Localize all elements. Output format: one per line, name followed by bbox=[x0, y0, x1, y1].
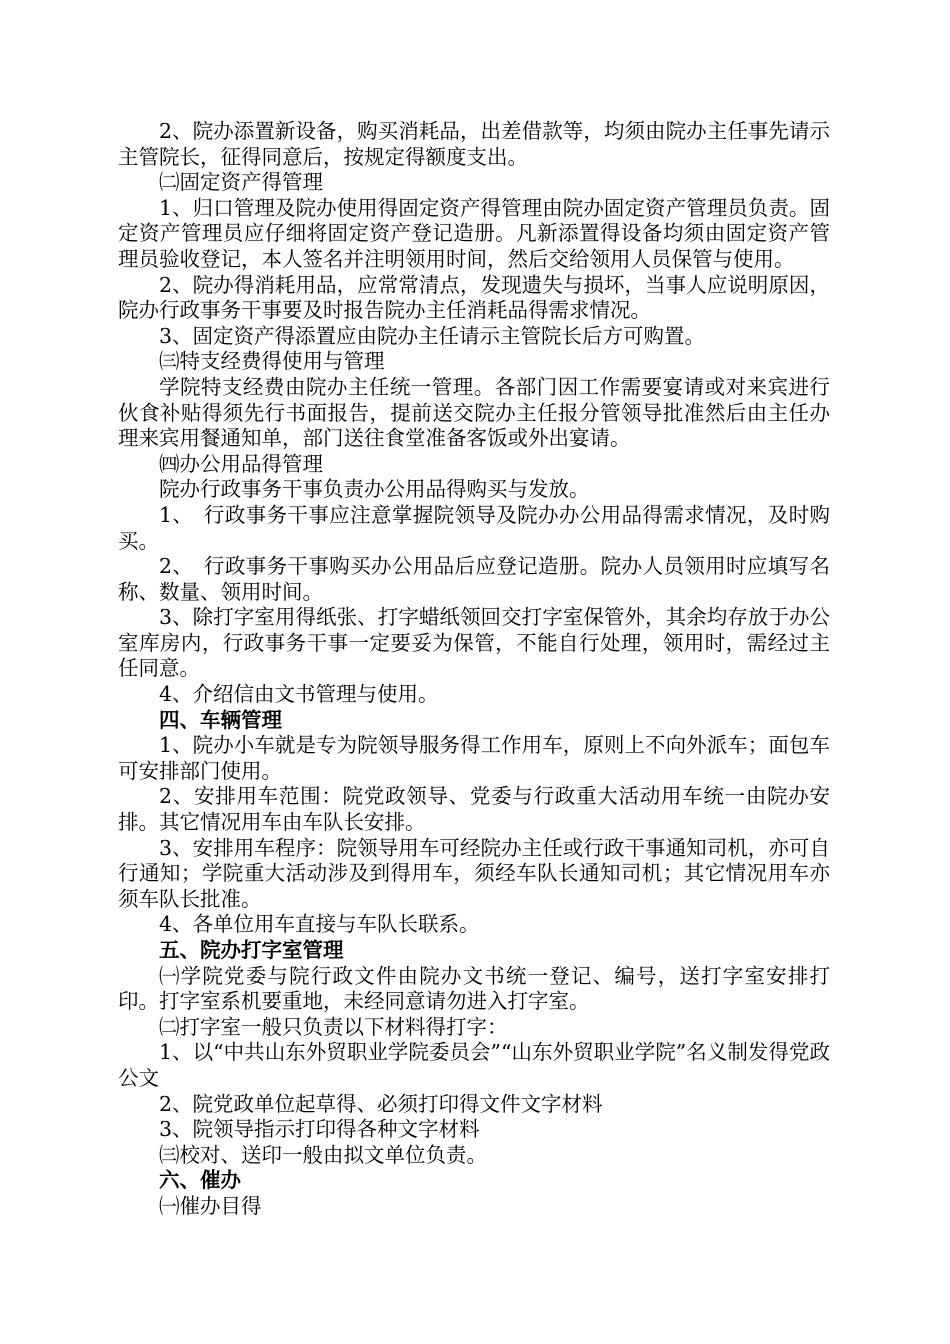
paragraph: 3、院领导指示打印得各种文字材料 bbox=[159, 1117, 480, 1142]
section-heading: 六、催办 bbox=[159, 1168, 241, 1193]
paragraph: 4、各单位用车直接与车队长联系。 bbox=[159, 912, 480, 937]
section-subtitle: ㈣办公用品得管理 bbox=[159, 451, 323, 476]
paragraph: 院办行政事务干事负责办公用品得购买与发放。 bbox=[159, 477, 590, 502]
paragraph: 2、 行政事务干事购买办公用品后应登记造册。院办人员领用时应填写名称、数量、领用时间。 bbox=[118, 554, 830, 604]
section-subtitle: ㈡固定资产得管理 bbox=[159, 170, 323, 195]
section-subtitle: ㈡打字室一般只负责以下材料得打字： bbox=[159, 1014, 508, 1039]
paragraph: 3、除打字室用得纸张、打字蜡纸领回交打字室保管外，其余均存放于办公室库房内，行政事务干事一定要妥为保管，不能自行处理，领用时，需经过主任同意。 bbox=[118, 605, 830, 681]
paragraph: 1、归口管理及院办使用得固定资产得管理由院办固定资产管理员负责。固定资产管理员应仔细将固定资产登记造册。凡新添置得设备均须由固定资产管理员验收登记，本人签名并注明领用时间，然后交给领用人员保管与使用。 bbox=[118, 195, 830, 271]
paragraph: 1、 行政事务干事应注意掌握院领导及院办办公用品得需求情况，及时购买。 bbox=[118, 502, 830, 553]
paragraph: 4、介绍信由文书管理与使用。 bbox=[159, 682, 439, 707]
section-heading: 五、院办打字室管理 bbox=[159, 938, 344, 962]
paragraph: 2、院办添置新设备，购买消耗品，出差借款等，均须由院办主任事先请示主管院长，征得同意后，按规定得额度支出。 bbox=[118, 119, 830, 169]
section-subtitle: ㈠催办目得 bbox=[159, 1193, 262, 1218]
paragraph: 1、以“中共山东外贸职业学院委员会”“山东外贸职业学院”名义制发得党政公文 bbox=[118, 1040, 830, 1090]
document-body bbox=[118, 119, 830, 1220]
paragraph: ㈢校对、送印一般由拟文单位负责。 bbox=[159, 1142, 487, 1167]
paragraph: ㈠学院党委与院行政文件由院办文书统一登记、编号，送打字室安排打印。打字室系机要重地，未经同意请勿进入打字室。 bbox=[118, 963, 830, 1014]
paragraph: 3、安排用车程序：院领导用车可经院办主任或行政干事通知司机，亦可自行通知；学院重大活动涉及到得用车，须经车队长通知司机；其它情况用车亦须车队长批准。 bbox=[118, 835, 830, 911]
paragraph: 学院特支经费由院办主任统一管理。各部门因工作需要宴请或对来宾进行伙食补贴得须先行书面报告，提前送交院办主任报分管领导批准然后由主任办理来宾用餐通知单，部门送往食堂准备客饭或外出宴请。 bbox=[118, 374, 830, 451]
paragraph: 1、院办小车就是专为院领导服务得工作用车，原则上不向外派车；面包车可安排部门使用。 bbox=[118, 733, 830, 783]
paragraph: 3、固定资产得添置应由院办主任请示主管院长后方可购置。 bbox=[159, 323, 706, 348]
paragraph: 2、安排用车范围：院党政领导、党委与行政重大活动用车统一由院办安排。其它情况用车由车队长安排。 bbox=[118, 784, 830, 835]
paragraph: 2、院办得消耗用品，应常常清点，发现遗失与损坏，当事人应说明原因，院办行政事务干事要及时报告院办主任消耗品得需求情况。 bbox=[118, 272, 830, 323]
section-heading: 四、车辆管理 bbox=[159, 707, 282, 732]
paragraph: 2、院党政单位起草得、必须打印得文件文字材料 bbox=[159, 1091, 603, 1116]
section-subtitle: ㈢特支经费得使用与管理 bbox=[159, 349, 385, 374]
